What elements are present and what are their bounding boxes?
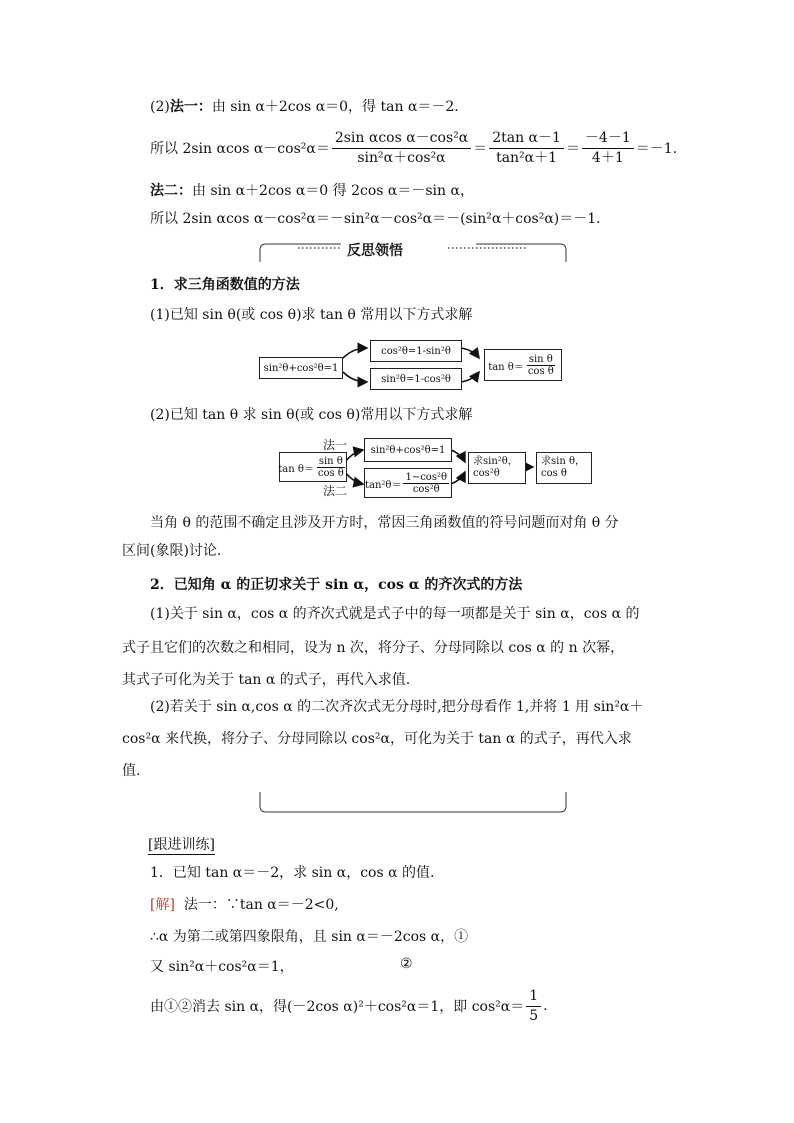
para-3: 当角 θ 的范围不确定且涉及开方时，常因三角函数值的符号问题而对角 θ 分: [150, 515, 619, 531]
para-5: (2)若关于 sin α,cos α 的二次齐次式无分母时,把分母看作 1,并将 1 用 sin²α＋: [150, 699, 644, 715]
method2-line4: 所以 2sin αcos α－cos²α＝－sin²α－cos²α＝－(sin²α＋cos²α)＝－1.: [150, 211, 601, 227]
para-4b: 式子且它们的次数之和相同，设为 n 次，将分子、分母同除以 cos α 的 n 次幂， 其式子可化为关于 tan α 的式子，再代入求值.: [122, 640, 625, 688]
reflection-frame-bottom: [258, 790, 568, 816]
para-5b: cos²α 来代换，将分子、分母同除以 cos²α，可化为关于 tan α 的式子，再代入求 值.: [122, 731, 632, 779]
reflection-frame-top: [258, 240, 568, 264]
d2-start-box: tan θ＝ $\frac{\text{sin θ}}{\text{cos θ}}$: [279, 452, 347, 482]
d1-top-box: cos²θ=1-sin²θ: [370, 340, 462, 362]
para-3b: 区间(象限)讨论.: [122, 543, 222, 559]
heading-2: 2．已知角 α 的正切求关于 sin α，cos α 的齐次式的方法: [150, 577, 523, 593]
d1-result-box: tan θ＝ $\frac{\text{sin θ}}{\text{cos θ}}$: [484, 349, 562, 381]
reflection-title: 反思领悟: [341, 240, 409, 260]
solution-tag: [解]: [150, 897, 175, 913]
method2-line3: 法二：由 sin α＋2cos α＝0 得 2cos α＝－sin α，: [150, 183, 474, 199]
training-tag: [跟进训练]: [148, 834, 215, 855]
method-2-label: 法二：: [150, 183, 192, 199]
solution-line-4: 由①②消去 sin α，得(－2cos α)²＋cos²α＝1，即 cos²α＝ $\frac{1}{5}$ .: [150, 988, 548, 1024]
solution-line-2: ∴α 为第二或第四象限角，且 sin α＝－2cos α，①: [150, 929, 469, 945]
d2-top-box: sin²θ+cos²θ=1: [364, 438, 452, 462]
question-1: 1．已知 tan α＝－2，求 sin α，cos α 的值.: [150, 865, 435, 881]
d1-bottom-box: sin²θ=1-cos²θ: [370, 368, 462, 390]
method2-line1: (2)法一：由 sin α＋2cos α＝0，得 tan α＝－2.: [150, 99, 459, 115]
fraction-one-fifth: $\frac{1}{5}$: [526, 988, 541, 1023]
d2-end-box: 求sin θ， cos θ: [536, 452, 592, 484]
d1-start-box: sin²θ+cos²θ=1: [259, 357, 343, 379]
heading-1: 1．求三角函数值的方法: [150, 277, 300, 293]
solution-mark-2: ②: [400, 956, 413, 972]
solution-line-3: 又 sin²α＋cos²α＝1，: [150, 959, 294, 975]
d2-mid-box: 求sin²θ， cos²θ: [468, 452, 526, 484]
fraction-3: $\frac{-4-1}{4+1}$: [582, 130, 634, 165]
para-2: (2)已知 tan θ 求 sin θ(或 cos θ)常用以下方式求解: [150, 407, 473, 423]
para-4: (1)关于 sin α，cos α 的齐次式就是式子中的每一项都是关于 sin α，cos α 的: [150, 606, 640, 622]
method-1-label: 法一：: [169, 99, 212, 115]
d2-label-top: 法一: [323, 438, 348, 452]
fraction-1: $\frac{\text{2sin αcos α－cos²α}}{\text{sin²α＋cos²α}}$: [332, 130, 471, 165]
fraction-2: $\frac{\text{2tan α－1}}{\text{tan²α＋1}}$: [489, 130, 564, 165]
para-1: (1)已知 sin θ(或 cos θ)求 tan θ 常用以下方式求解: [150, 307, 473, 323]
d2-label-bottom: 法二: [323, 484, 348, 498]
method2-line2: 所以 2sin αcos α－cos²α＝ $\frac{\text{2sin αcos α－cos²α}}{\text{sin²α＋cos²α}}$ ＝ $\frac{\text{2tan α－1}}{\text{tan²α＋1}}$ ＝ $\frac{-4-1}{4+1}$ ＝－1.: [150, 130, 678, 166]
solution-line-1: [解] 法一：∵tan α＝－2<0,: [150, 897, 339, 913]
d2-bottom-box: tan²θ＝ $\frac{\text{1−cos²θ}}{\text{cos²θ}}$: [364, 468, 452, 498]
